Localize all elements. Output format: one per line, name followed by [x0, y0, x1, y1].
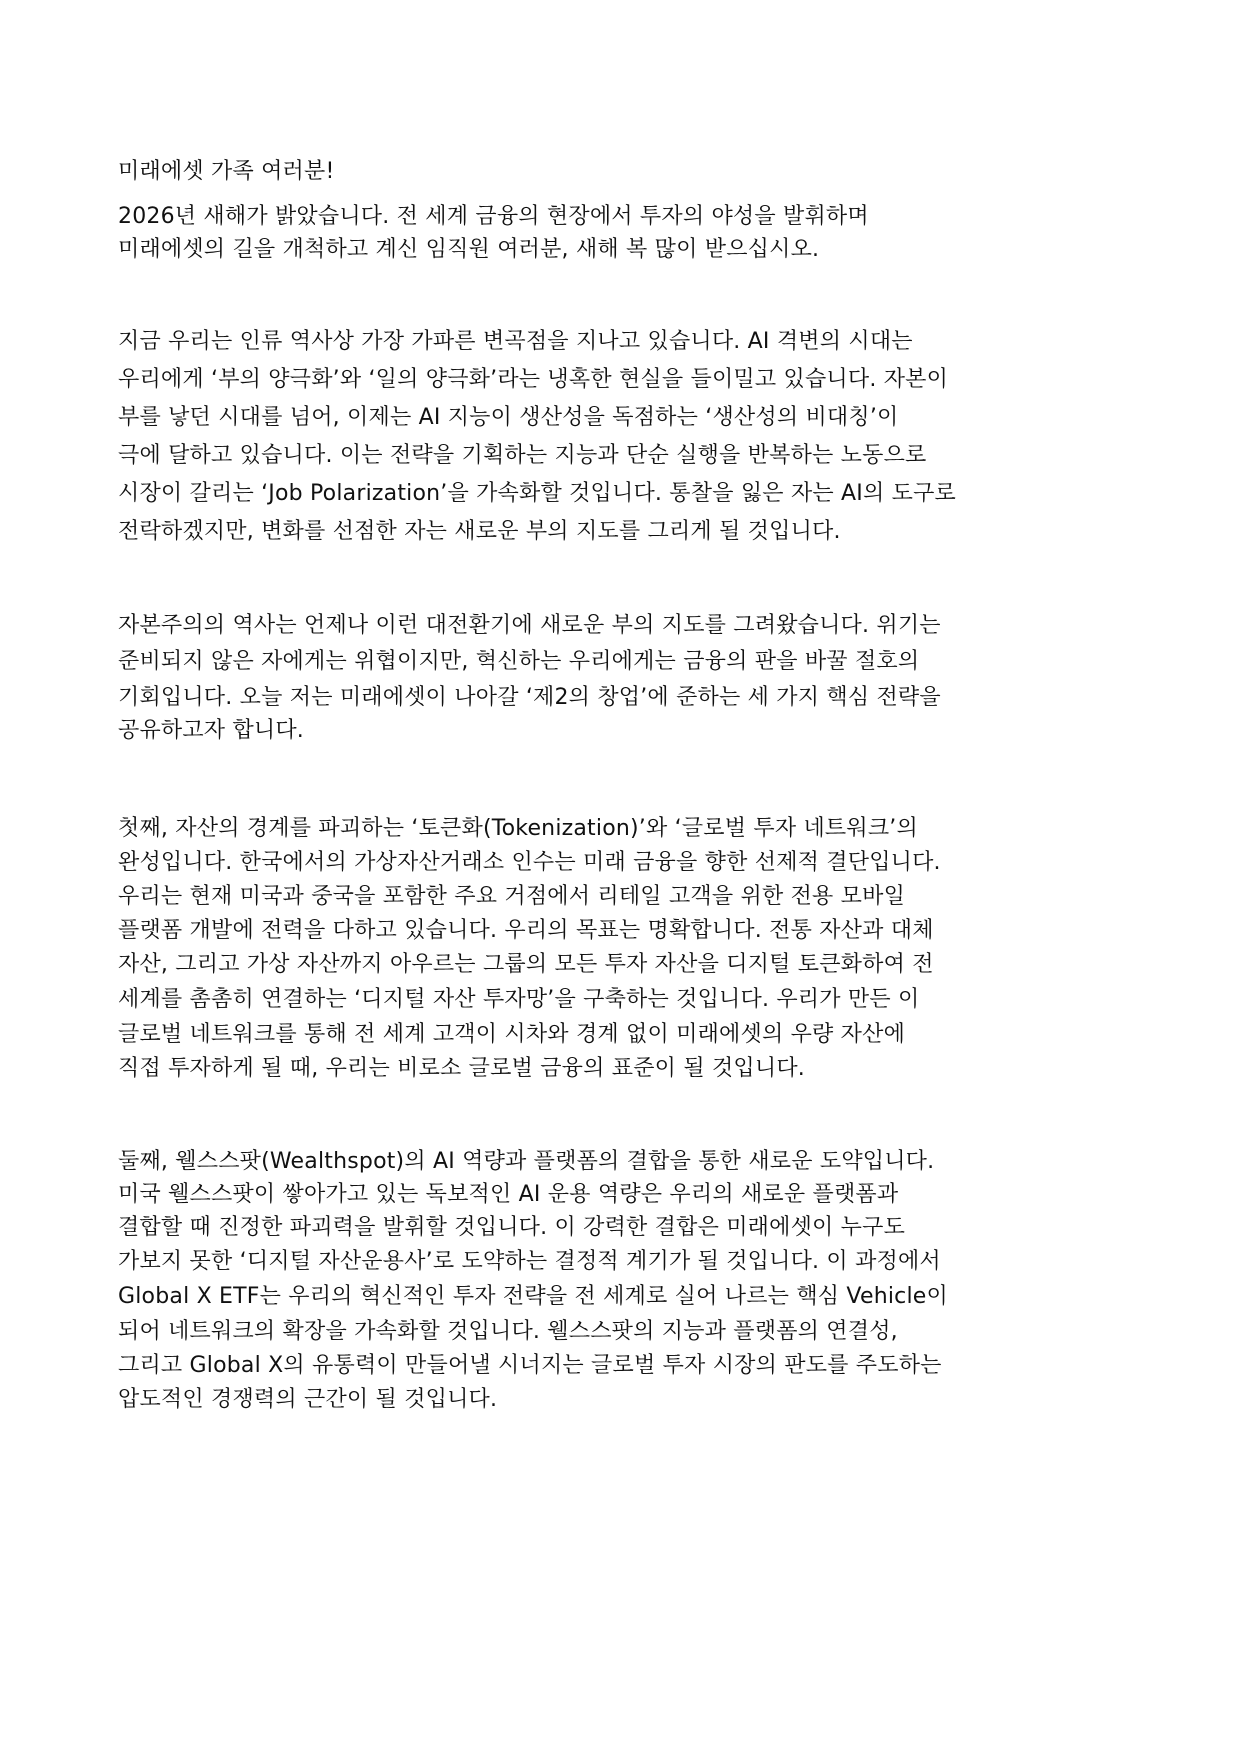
greeting: 미래에셋 가족 여러분! [118, 159, 335, 184]
paragraph-line: 준비되지 않은 자에게는 위협이지만, 혁신하는 우리에게는 금융의 판을 바꿀 절호의 [118, 649, 920, 674]
paragraph-line: 첫째, 자산의 경계를 파괴하는 ‘토큰화(Tokenization)’와 ‘글로벌 투자 네트워크’의 [118, 816, 918, 841]
paragraph-line: 글로벌 네트워크를 통해 전 세계 고객이 시차와 경계 없이 미래에셋의 우량 자산에 [118, 1022, 906, 1047]
paragraph-line: 결합할 때 진정한 파괴력을 발휘할 것입니다. 이 강력한 결합은 미래에셋이 누구도 [118, 1215, 906, 1240]
paragraph-line: 자본주의의 역사는 언제나 이런 대전환기에 새로운 부의 지도를 그려왔습니다. 위기는 [118, 613, 941, 638]
intro-line: 2026년 새해가 밝았습니다. 전 세계 금융의 현장에서 투자의 야성을 발휘하며 [118, 204, 869, 229]
paragraph-line: 미국 웰스스팟이 쌓아가고 있는 독보적인 AI 운용 역량은 우리의 새로운 플랫폼과 [118, 1182, 899, 1207]
paragraph-line: 공유하고자 합니다. [118, 718, 305, 743]
paragraph-line: 세계를 촘촘히 연결하는 ‘디지털 자산 투자망’을 구축하는 것입니다. 우리가 만든 이 [118, 987, 920, 1012]
paragraph-line: 직접 투자하게 될 때, 우리는 비로소 글로벌 금융의 표준이 될 것입니다. [118, 1056, 805, 1081]
paragraph-line: 그리고 Global X의 유통력이 만들어낼 시너지는 글로벌 투자 시장의 판도를 주도하는 [118, 1353, 942, 1378]
paragraph-line: 기회입니다. 오늘 저는 미래에셋이 나아갈 ‘제2의 창업’에 준하는 세 가지 핵심 전략을 [118, 685, 941, 710]
paragraph-line: 자산, 그리고 가상 자산까지 아우르는 그룹의 모든 투자 자산을 디지털 토큰화하여 전 [118, 952, 934, 977]
paragraph-line: 시장이 갈리는 ‘Job Polarization’을 가속화할 것입니다. 통찰을 잃은 자는 AI의 도구로 [118, 481, 956, 506]
paragraph-line: 지금 우리는 인류 역사상 가장 가파른 변곡점을 지나고 있습니다. AI 격변의 시대는 [118, 329, 913, 354]
paragraph-line: 가보지 못한 ‘디지털 자산운용사’로 도약하는 결정적 계기가 될 것입니다. 이 과정에서 [118, 1249, 941, 1274]
paragraph-line: 우리에게 ‘부의 양극화’와 ‘일의 양극화’라는 냉혹한 현실을 들이밀고 있습니다. 자본이 [118, 367, 949, 392]
paragraph-line: 되어 네트워크의 확장을 가속화할 것입니다. 웰스스팟의 지능과 플랫폼의 연결성, [118, 1319, 898, 1344]
paragraph-line: 완성입니다. 한국에서의 가상자산거래소 인수는 미래 금융을 향한 선제적 결단입니다. [118, 850, 941, 875]
paragraph-line: 둘째, 웰스스팟(Wealthspot)의 AI 역량과 플랫폼의 결합을 통한 새로운 도약입니다. [118, 1149, 935, 1174]
paragraph-line: 전락하겠지만, 변화를 선점한 자는 새로운 부의 지도를 그리게 될 것입니다. [118, 519, 841, 544]
paragraph-line: 부를 낳던 시대를 넘어, 이제는 AI 지능이 생산성을 독점하는 ‘생산성의 비대칭’이 [118, 405, 899, 430]
paragraph-line: Global X ETF는 우리의 혁신적인 투자 전략을 전 세계로 실어 나르는 핵심 Vehicle이 [118, 1284, 948, 1309]
paragraph-line: 플랫폼 개발에 전력을 다하고 있습니다. 우리의 목표는 명확합니다. 전통 자산과 대체 [118, 918, 934, 943]
paragraph-line: 극에 달하고 있습니다. 이는 전략을 기획하는 지능과 단순 실행을 반복하는 노동으로 [118, 443, 927, 468]
paragraph-line: 압도적인 경쟁력의 근간이 될 것입니다. [118, 1387, 498, 1412]
intro-line: 미래에셋의 길을 개척하고 계신 임직원 여러분, 새해 복 많이 받으십시오. [118, 237, 820, 262]
paragraph-line: 우리는 현재 미국과 중국을 포함한 주요 거점에서 리테일 고객을 위한 전용 모바일 [118, 884, 906, 909]
